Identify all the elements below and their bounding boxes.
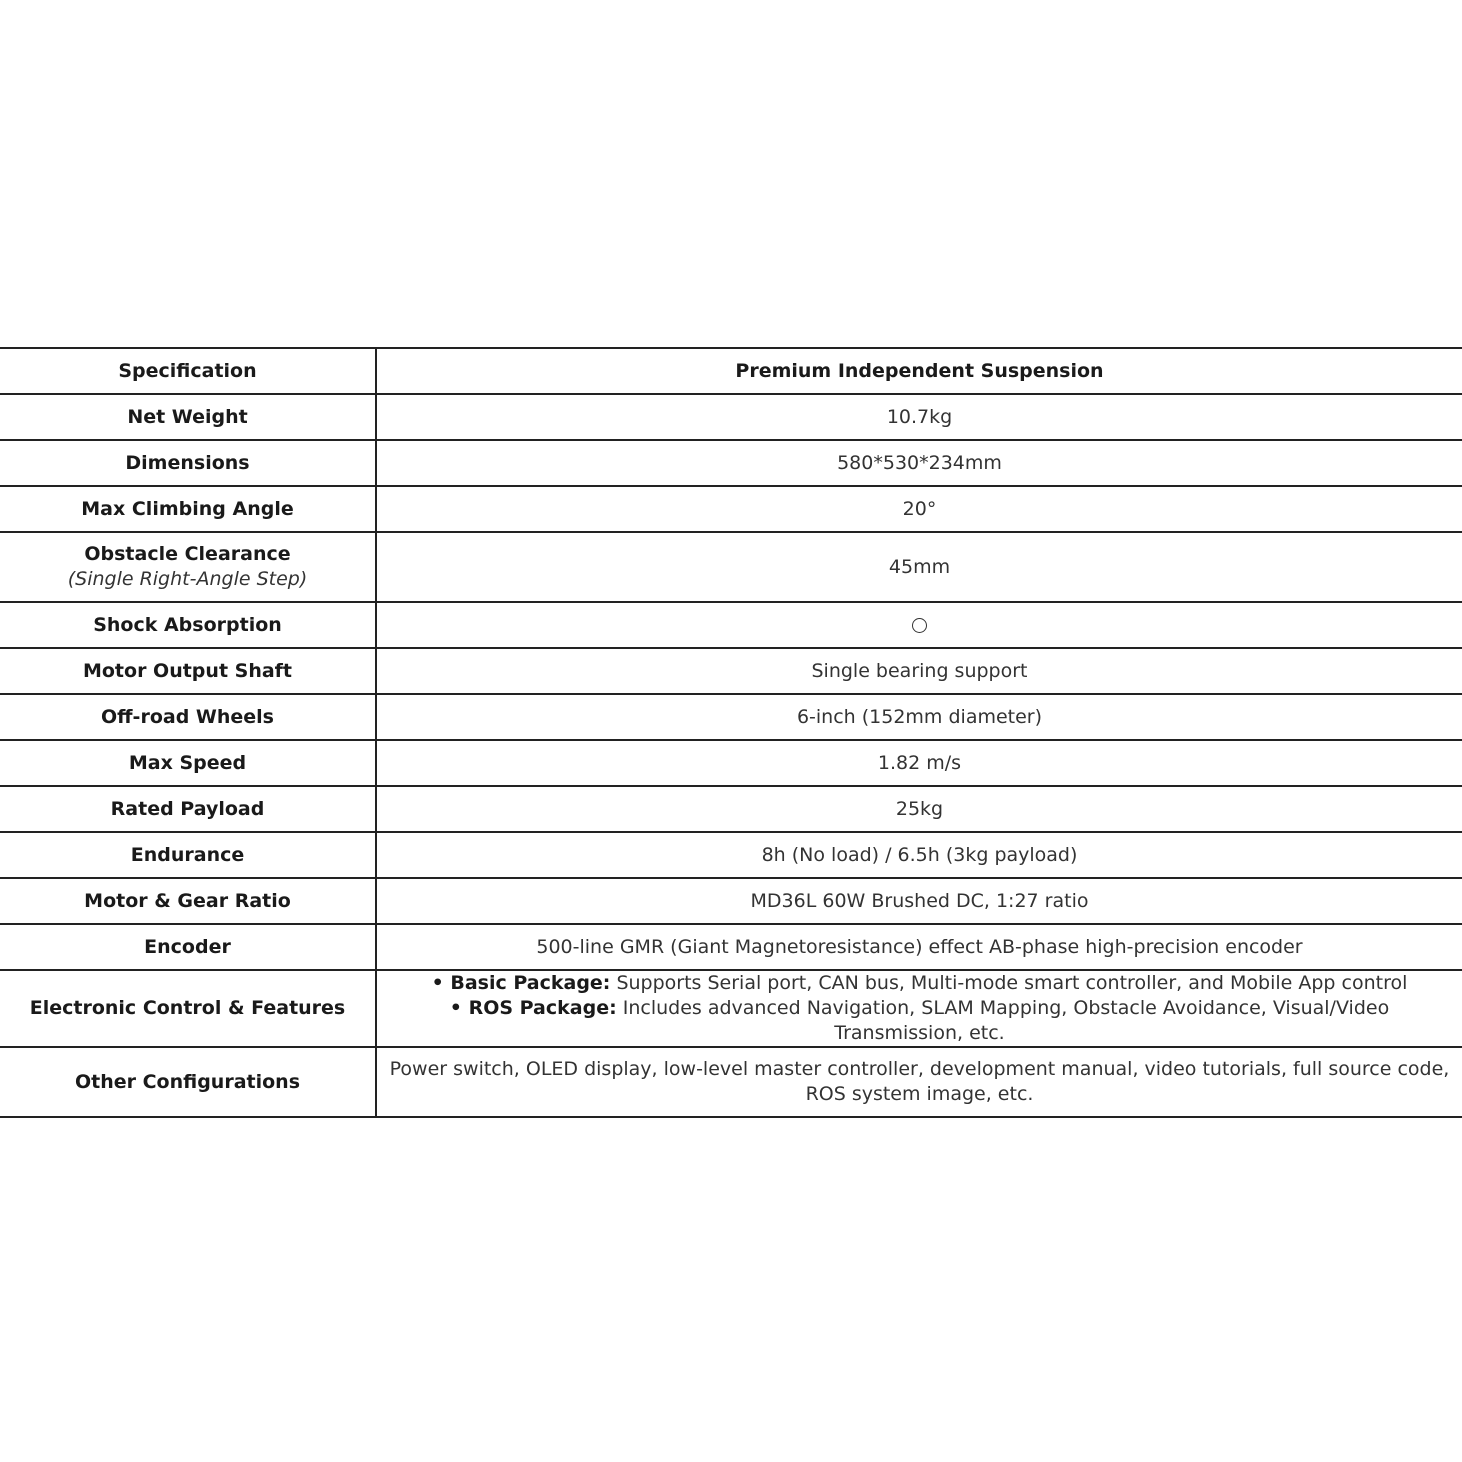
- row-label: Obstacle Clearance: [84, 543, 291, 565]
- row-value: 580*530*234mm: [376, 440, 1462, 486]
- table-row: [0, 878, 1462, 924]
- table-row: [0, 648, 1462, 694]
- table-row: [0, 532, 1462, 602]
- package-line: [383, 971, 1456, 996]
- row-value: 10.7kg: [376, 394, 1462, 440]
- table-row: [0, 970, 1462, 1047]
- row-label: Max Speed: [0, 740, 376, 786]
- table-row: [0, 1047, 1462, 1117]
- row-value: 20°: [376, 486, 1462, 532]
- circle-icon: [912, 618, 927, 633]
- row-value: MD36L 60W Brushed DC, 1:27 ratio: [376, 878, 1462, 924]
- row-label: Off-road Wheels: [0, 694, 376, 740]
- table-row: [0, 440, 1462, 486]
- row-label: Max Climbing Angle: [0, 486, 376, 532]
- table-row: [0, 832, 1462, 878]
- row-value: 45mm: [376, 532, 1462, 602]
- row-label: Encoder: [0, 924, 376, 970]
- table-row: [0, 602, 1462, 648]
- package-name: ROS Package:: [468, 997, 617, 1019]
- header-value: Premium Independent Suspension: [376, 348, 1462, 394]
- row-label: Dimensions: [0, 440, 376, 486]
- spec-table: [0, 347, 1462, 1118]
- table-row: [0, 486, 1462, 532]
- row-value-cell: [376, 602, 1462, 648]
- row-value: 8h (No load) / 6.5h (3kg payload): [376, 832, 1462, 878]
- row-value: 1.82 m/s: [376, 740, 1462, 786]
- row-value: Power switch, OLED display, low-level master controller, development manual, video tutorials, full source code, ROS system image, etc.: [376, 1047, 1462, 1117]
- row-value-cell: [376, 970, 1462, 1047]
- row-label: Endurance: [0, 832, 376, 878]
- table-row: [0, 394, 1462, 440]
- package-text: Includes advanced Navigation, SLAM Mapping, Obstacle Avoidance, Visual/Video Transmission, etc.: [616, 997, 1390, 1044]
- header-label: Specification: [0, 348, 376, 394]
- row-value: 25kg: [376, 786, 1462, 832]
- row-label: Motor & Gear Ratio: [0, 878, 376, 924]
- row-label-note: (Single Right-Angle Step): [67, 568, 308, 590]
- bullet: •: [449, 997, 469, 1019]
- row-label: Net Weight: [0, 394, 376, 440]
- row-label: Other Configurations: [0, 1047, 376, 1117]
- row-label: Electronic Control & Features: [0, 970, 376, 1047]
- package-line: [383, 996, 1456, 1046]
- row-label-cell: [0, 532, 376, 602]
- row-value: 6-inch (152mm diameter): [376, 694, 1462, 740]
- row-label: Rated Payload: [0, 786, 376, 832]
- row-value: 500-line GMR (Giant Magnetoresistance) effect AB-phase high-precision encoder: [376, 924, 1462, 970]
- table-header-row: [0, 348, 1462, 394]
- row-label: Shock Absorption: [0, 602, 376, 648]
- package-name: Basic Package:: [450, 972, 611, 994]
- row-value: Single bearing support: [376, 648, 1462, 694]
- table-row: [0, 694, 1462, 740]
- table-row: [0, 786, 1462, 832]
- bullet: •: [431, 972, 451, 994]
- table-row: [0, 740, 1462, 786]
- table-row: [0, 924, 1462, 970]
- row-label: Motor Output Shaft: [0, 648, 376, 694]
- package-text: Supports Serial port, CAN bus, Multi-mode smart controller, and Mobile App control: [610, 972, 1408, 994]
